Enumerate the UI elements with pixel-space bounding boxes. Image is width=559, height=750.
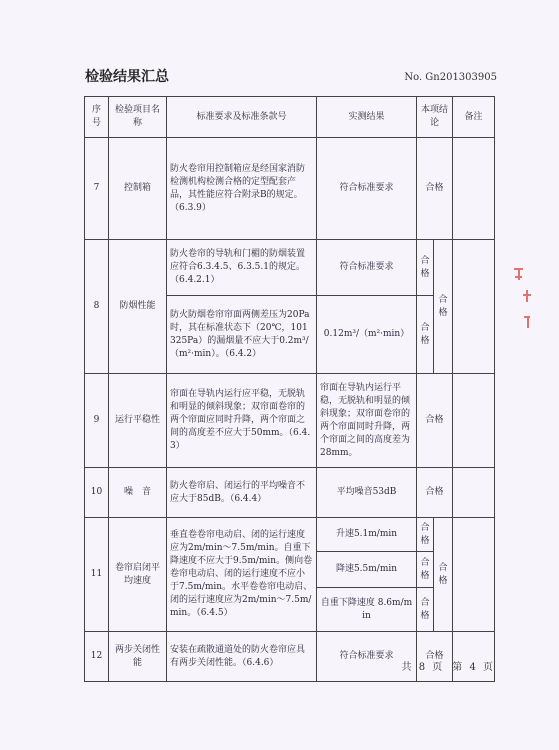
page-count: 共 8 页 第 4 页 — [401, 662, 493, 673]
row-sub-conclusion: 合格 — [417, 240, 434, 296]
row-result: 升速5.1m/min — [317, 518, 417, 552]
results-table — [84, 96, 495, 682]
row-item: 控制箱 — [109, 138, 167, 240]
page-title: 检验结果汇总 — [85, 69, 169, 85]
header-requirement: 标准要求及标准条款号 — [167, 97, 317, 138]
row-conclusion: 合格 — [417, 374, 453, 468]
document-number: No. Gn201303905 — [404, 72, 497, 83]
row-conclusion: 合格 — [434, 240, 453, 374]
table-row — [85, 468, 495, 518]
row-sub-conclusion: 合格 — [417, 518, 434, 552]
table-header-row — [85, 97, 495, 138]
row-requirement: 防火卷帘的导轨和门楣的防烟装置应符合6.3.4.5、6.3.5.1的规定。（6.4.2.1） — [167, 240, 317, 296]
table-row — [85, 240, 495, 296]
header-item: 检验项目名称 — [109, 97, 167, 138]
seal-mark — [514, 268, 531, 328]
row-item: 运行平稳性 — [109, 374, 167, 468]
row-conclusion: 合格 — [417, 138, 453, 240]
row-requirement: 垂直卷卷帘电动启、闭的运行速度应为2m/min～7.5m/min。自重下降速度不应大于9.5m/min。侧向卷卷帘电动启、闭的运行速度不应小于7.5m/min。水平卷卷帘电动启、闭的运行速度应为2m/min～7.5m/min。（6.4.5） — [167, 518, 317, 632]
row-conclusion: 合格 — [417, 632, 453, 682]
row-item: 噪 音 — [109, 468, 167, 518]
table-row — [85, 518, 495, 552]
row-requirement: 防火卷帘用控制箱应是经国家消防检测机构检测合格的定型配套产品，其性能应符合附录B的规定。（6.3.9） — [167, 138, 317, 240]
row-seq: 12 — [85, 632, 109, 682]
row-requirement: 安装在疏散通道处的防火卷帘应具有两步关闭性能。（6.4.6） — [167, 632, 317, 682]
row-seq: 8 — [85, 240, 109, 374]
row-result: 平均噪音53dB — [317, 468, 417, 518]
row-result: 自重下降速度 8.6m/min — [317, 588, 417, 632]
row-remark — [453, 518, 495, 632]
row-conclusion: 合格 — [417, 468, 453, 518]
header-conclusion: 本项结论 — [417, 97, 453, 138]
row-conclusion: 合格 — [434, 518, 453, 632]
row-seq: 9 — [85, 374, 109, 468]
row-result: 帘面在导轨内运行平稳，无脱轨和明显的倾斜现象；双帘面卷帘的两个帘面同时升降，两个帘面之间的高度差为28mm。 — [317, 374, 417, 468]
row-seq: 10 — [85, 468, 109, 518]
header-result: 实测结果 — [317, 97, 417, 138]
row-item: 防烟性能 — [109, 240, 167, 374]
row-remark — [453, 240, 495, 374]
row-result: 降速5.5m/min — [317, 552, 417, 588]
row-result: 符合标准要求 — [317, 632, 417, 682]
table-row — [85, 138, 495, 240]
row-sub-conclusion: 合格 — [417, 296, 434, 374]
row-seq: 11 — [85, 518, 109, 632]
row-remark — [453, 374, 495, 468]
row-result: 符合标准要求 — [317, 138, 417, 240]
row-item: 卷帘启闭平均速度 — [109, 518, 167, 632]
row-result: 0.12m³/（m²·min） — [317, 296, 417, 374]
table-row — [85, 374, 495, 468]
row-remark — [453, 138, 495, 240]
table-row — [85, 632, 495, 682]
seal-stamp-edge — [511, 264, 537, 344]
row-requirement: 防火卷帘启、闭运行的平均噪音不应大于85dB。（6.4.4） — [167, 468, 317, 518]
row-remark — [453, 632, 495, 682]
row-requirement: 防火防烟卷帘帘面两侧差压为20Pa时，其在标准状态下（20℃，101325Pa）的漏烟量不应大于0.2m³/（m²·min）。（6.4.2） — [167, 296, 317, 374]
row-requirement: 帘面在导轨内运行应平稳，无脱轨和明显的倾斜现象；双帘面卷帘的两个帘面应同时升降，两个帘面之间的高度差不应大于50mm。（6.4.3） — [167, 374, 317, 468]
row-remark — [453, 468, 495, 518]
row-sub-conclusion: 合格 — [417, 552, 434, 588]
header-remark: 备注 — [453, 97, 495, 138]
header-seq: 序号 — [85, 97, 109, 138]
row-sub-conclusion: 合格 — [417, 588, 434, 632]
row-item: 两步关闭性能 — [109, 632, 167, 682]
row-seq: 7 — [85, 138, 109, 240]
row-result: 符合标准要求 — [317, 240, 417, 296]
